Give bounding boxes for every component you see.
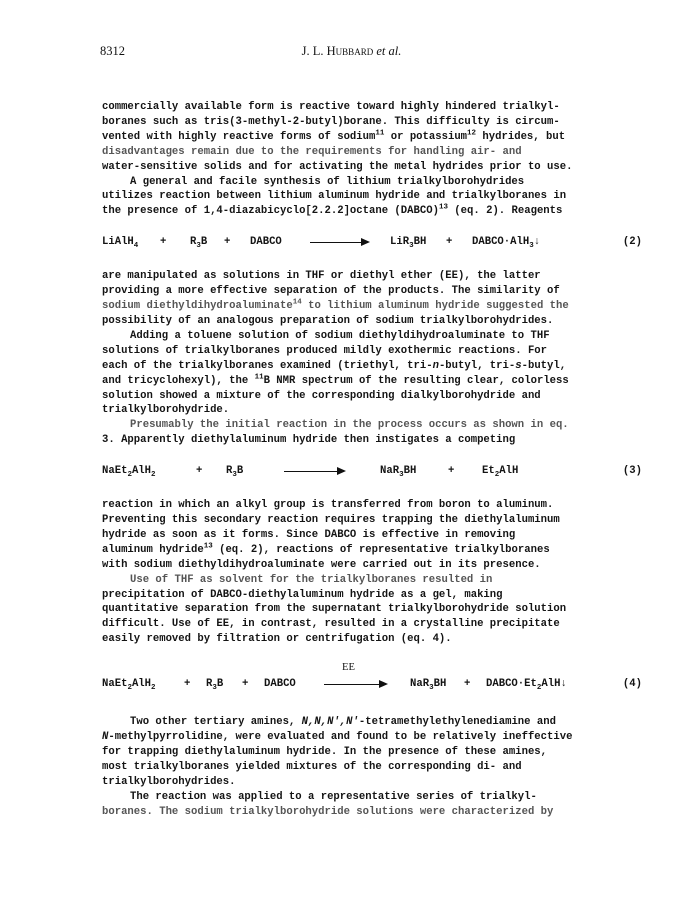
citation-superscript: 13 xyxy=(203,542,213,551)
precipitate-arrow-icon: ↓ xyxy=(533,236,541,249)
text-line: easily removed by filtration or centrifugation (eq. 4). xyxy=(102,633,452,646)
text-line: quantitative separation from the supernatant trialkylborohydride solution xyxy=(102,603,567,616)
text-span: sodium diethyldihydroaluminate xyxy=(102,300,293,313)
eq4-plus: + xyxy=(464,678,471,691)
text-span: vented with highly reactive forms of sodium xyxy=(102,130,376,143)
precipitate-arrow-icon: ↓ xyxy=(560,678,567,691)
text-line: trialkylborohydrides. xyxy=(102,775,236,788)
text-line xyxy=(102,543,642,558)
text-line: with sodium diethyldihydroaluminate were carried out in its presence. xyxy=(102,558,541,571)
paragraph-5 xyxy=(102,418,642,448)
text-line xyxy=(102,204,642,219)
eq3-reactant-r3b: $R_3B$ xyxy=(226,465,244,480)
text-span: and tricyclohexyl), the xyxy=(102,374,255,387)
text-line: boranes such as tris(3-methyl-2-butyl)borane. This difficulty is circum- xyxy=(102,115,560,128)
text-span: or potassium xyxy=(384,130,468,143)
text-line: Adding a toluene solution of sodium diethyldihydroaluminate to THF xyxy=(130,329,550,342)
text-line: precipitation of DABCO-diethylaluminum hydride as a gel, making xyxy=(102,588,503,601)
eq2-plus: + xyxy=(446,236,453,249)
eq3-reactant-naet2alh2: NaEt$_2$AlH$_2$ xyxy=(102,465,156,480)
eq2-plus: + xyxy=(224,236,231,249)
paragraph-9 xyxy=(102,790,642,820)
citation-superscript: 14 xyxy=(292,298,302,307)
text-span: each of the trialkylboranes examined (triethyl, tri- xyxy=(102,359,433,372)
eq2-reactant-lialh4: LiAlH$_4$ xyxy=(102,236,139,251)
text-line: solution showed a mixture of the corresponding dialkylborohydride and xyxy=(102,389,541,402)
text-span: (eq. 2). Reagents xyxy=(447,205,563,218)
text-line xyxy=(102,130,642,145)
text-line: The reaction was applied to a representative series of trialkyl- xyxy=(130,790,537,803)
text-line: utilizes reaction between lithium aluminum hydride and trialkylboranes in xyxy=(102,190,567,203)
text-span: -methylpyrrolidine, were evaluated and found to be relatively ineffective xyxy=(108,731,573,744)
text-line: reaction in which an alkyl group is transferred from boron to aluminum. xyxy=(102,499,554,512)
text-line: solutions of trialkylboranes produced mildly exothermic reactions. For xyxy=(102,344,548,357)
eq4-product-nar3bh: NaR$_3$BH xyxy=(410,678,447,693)
paragraph-6 xyxy=(102,498,642,573)
running-title xyxy=(100,44,603,59)
equation-2 xyxy=(102,235,642,251)
text-span: -butyl, tri- xyxy=(438,359,516,372)
citation-superscript: 11 xyxy=(375,129,385,138)
text-line: Use of THF as solvent for the trialkylboranes resulted in xyxy=(130,573,493,586)
running-etal: et al. xyxy=(376,44,402,58)
page-header xyxy=(100,44,603,64)
reaction-arrow-icon xyxy=(324,684,386,685)
eq4-reactant-dabco: DABCO xyxy=(264,678,296,691)
text-span: B NMR spectrum of the resulting clear, colorless xyxy=(263,374,569,387)
text-line: Preventing this secondary reaction requires trapping the diethylaluminum xyxy=(102,514,560,527)
eq2-product-lir3bh: LiR$_3$BH xyxy=(390,236,427,251)
text-line: difficult. Use of EE, in contrast, resulted in a crystalline precipitate xyxy=(102,618,560,631)
eq4-plus: + xyxy=(184,678,191,691)
equation-number: (2) xyxy=(622,236,642,249)
running-author: J. L. Hubbard xyxy=(301,44,374,58)
text-line: water-sensitive solids and for activating the metal hydrides prior to use. xyxy=(102,160,573,173)
paragraph-1 xyxy=(102,100,642,175)
text-line xyxy=(102,374,642,389)
text-line xyxy=(102,715,642,730)
text-line xyxy=(102,359,642,374)
text-line: providing a more effective separation of the products. The similarity of xyxy=(102,285,560,298)
text-span: N xyxy=(102,731,109,744)
equation-4 xyxy=(102,662,642,693)
text-span: -tetramethylethylenediamine and xyxy=(358,716,556,729)
eq2-reactant-dabco: DABCO xyxy=(250,236,282,249)
eq3-product-nar3bh: NaR$_3$BH xyxy=(380,465,417,480)
text-span: the presence of 1,4-diazabicyclo[2.2.2]octane (DABCO) xyxy=(102,205,439,218)
text-span: Two other tertiary amines, xyxy=(130,716,302,729)
text-span: N,N,N',N' xyxy=(301,716,359,729)
paragraph-7 xyxy=(102,573,642,648)
isotope-superscript: 11 xyxy=(254,373,264,382)
citation-superscript: 12 xyxy=(467,129,477,138)
eq2-product-dabco-alh3: DABCO·AlH$_3$↓ xyxy=(472,236,541,251)
eq3-plus: + xyxy=(448,465,455,478)
equation-number: (4) xyxy=(622,678,642,691)
paragraph-8 xyxy=(102,715,642,790)
text-line: boranes. The sodium trialkylborohydride solutions were characterized by xyxy=(102,805,554,818)
eq4-plus: + xyxy=(242,678,249,691)
text-span: to lithium aluminum hydride suggested the xyxy=(301,300,569,313)
text-span: aluminum hydride xyxy=(102,543,204,556)
reaction-arrow-icon xyxy=(284,471,344,472)
text-line xyxy=(102,299,642,314)
eq4-reactant-naet2alh2: NaEt$_2$AlH$_2$ xyxy=(102,678,156,693)
eq4-reactant-r3b: $R_3B$ xyxy=(206,678,224,693)
text-line: 3. Apparently diethylaluminum hydride then instigates a competing xyxy=(102,434,516,447)
text-line xyxy=(102,730,642,745)
text-line: for trapping diethylaluminum hydride. In the presence of these amines, xyxy=(102,746,548,758)
text-line: hydride as soon as it forms. Since DABCO is effective in removing xyxy=(102,528,516,541)
text-line: disadvantages remain due to the requirements for handling air- and xyxy=(102,145,522,158)
reaction-arrow-icon xyxy=(310,242,368,243)
eq3-plus: + xyxy=(196,465,203,478)
text-line: commercially available form is reactive toward highly hindered trialkyl- xyxy=(102,101,560,113)
eq3-product-et2alh: $Et_2AlH$ xyxy=(482,465,519,480)
equation-3 xyxy=(102,464,642,480)
eq2-plus: + xyxy=(160,236,167,249)
text-line: possibility of an analogous preparation of sodium trialkylborohydrides. xyxy=(102,314,554,327)
text-line: Presumably the initial reaction in the process occurs as shown in eq. xyxy=(130,419,569,432)
equation-number: (3) xyxy=(622,465,642,478)
paragraph-2 xyxy=(102,175,642,220)
text-line: A general and facile synthesis of lithium trialkylborohydrides xyxy=(130,175,525,188)
article-body xyxy=(102,100,642,820)
eq4-product-dabco-et2alh: $DABCO\cdot Et_2AlH↓$ xyxy=(486,678,567,693)
paragraph-3 xyxy=(102,269,642,329)
text-span: (eq. 2), reactions of representative trialkylboranes xyxy=(212,543,550,556)
eq4-solvent-label: EE xyxy=(342,662,355,674)
eq2-reactant-r3b: $R_3B$ xyxy=(190,236,208,251)
text-span: -butyl, xyxy=(521,359,567,372)
paragraph-4 xyxy=(102,329,642,418)
text-span: n xyxy=(432,359,439,372)
text-line: are manipulated as solutions in THF or diethyl ether (EE), the latter xyxy=(102,270,541,283)
text-line: most trialkylboranes yielded mixtures of the corresponding di- and xyxy=(102,760,522,773)
text-span: s xyxy=(515,359,522,372)
citation-superscript: 13 xyxy=(438,203,448,212)
text-line: trialkylborohydride. xyxy=(102,404,230,417)
text-span: hydrides, but xyxy=(476,130,566,143)
page-number: 8312 xyxy=(100,44,125,58)
